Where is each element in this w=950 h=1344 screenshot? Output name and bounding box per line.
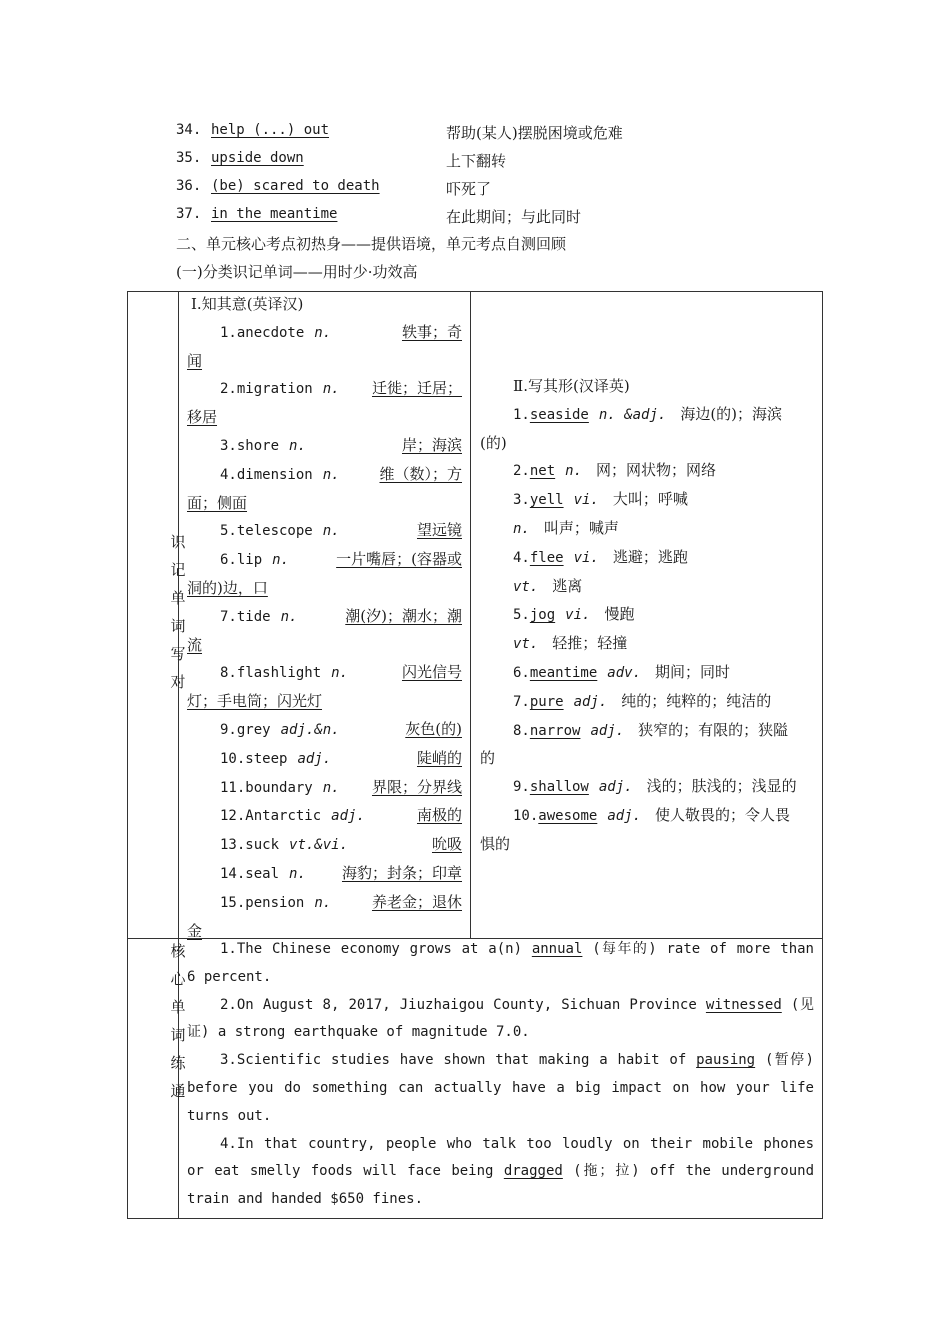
sentence-line <box>187 1131 814 1159</box>
answer-meaning: 洞的)边，口 <box>187 578 268 597</box>
part1-word-group <box>220 802 365 831</box>
phrase-english: in the meantime <box>211 206 338 222</box>
part1-word-group <box>220 831 348 860</box>
phrase-english: upside down <box>211 150 304 166</box>
part-of-speech: vi. <box>573 492 599 509</box>
answer-word: meantime <box>529 664 598 681</box>
part1-word-group <box>220 659 348 688</box>
part1-line <box>220 831 462 860</box>
part2-word-group <box>513 773 797 802</box>
part1-item <box>187 517 462 546</box>
english-word: dimension <box>236 466 313 483</box>
sentence-line: turns out. <box>187 1107 272 1124</box>
answer-meaning: 金 <box>187 921 203 940</box>
answer-meaning: 潮(汐)；潮水；潮 <box>345 606 462 625</box>
phrase-chinese: 帮助(某人)摆脱困境或危难 <box>446 124 623 142</box>
answer-meaning: 岸；海滨 <box>401 435 462 454</box>
chinese-meaning: 轻推；轻撞 <box>552 634 628 653</box>
part-of-speech: vi. <box>565 607 591 624</box>
part-of-speech: vt. <box>513 636 539 653</box>
sentence-line <box>187 992 814 1020</box>
answer-continuation <box>187 575 462 603</box>
part2-list <box>480 401 814 859</box>
label-char: 对 <box>170 673 186 691</box>
item-number: 3. <box>220 1052 237 1069</box>
part1-word-group <box>220 745 331 774</box>
chinese-meaning: 逃离 <box>552 576 583 595</box>
english-word: boundary <box>245 779 313 796</box>
phrase-number: 34. <box>176 122 202 138</box>
sentence-text: (拖；拉) off the underground <box>562 1163 814 1180</box>
part1-title: Ⅰ.知其意(英译汉) <box>191 295 304 313</box>
answer-word: annual <box>531 941 583 957</box>
part2-word-group <box>513 544 688 573</box>
answer-meaning: 面；侧面 <box>187 493 248 512</box>
part1-item <box>187 659 462 688</box>
english-word: migration <box>236 381 313 398</box>
label-char: 词 <box>170 617 186 635</box>
part-of-speech: adj. <box>573 693 608 710</box>
part-of-speech: n. <box>289 437 306 454</box>
answer-word: jog <box>529 607 556 624</box>
item-number: 9. <box>220 721 237 738</box>
answer-meaning: 灰色(的) <box>405 719 462 738</box>
extra-meaning-line <box>480 515 814 544</box>
part1-word-group <box>220 461 340 490</box>
answer-meaning: 闻 <box>187 351 203 370</box>
answer-meaning: 界限；分界线 <box>371 777 462 796</box>
label-char: 单 <box>170 589 186 607</box>
item-number: 8. <box>220 665 237 682</box>
part1-line <box>220 546 462 575</box>
part1-word-group <box>220 375 340 404</box>
vocabulary-table <box>127 291 823 1219</box>
item-number: 11. <box>220 779 246 796</box>
phrase-row <box>176 178 876 202</box>
item-number: 2. <box>220 381 237 398</box>
sentence-text: (见 <box>781 996 814 1013</box>
item-number: 12. <box>220 808 246 825</box>
phrase-english: help (...) out <box>211 122 330 138</box>
part2-word-group <box>513 659 730 688</box>
answer-meaning: 望远镜 <box>416 521 462 540</box>
item-number: 9. <box>513 779 530 796</box>
phrase-number: 36. <box>176 178 202 194</box>
part2-item <box>480 401 814 430</box>
part1-word-group <box>220 860 306 889</box>
part-of-speech: n. <box>289 865 306 882</box>
part-of-speech: adj. <box>607 807 642 824</box>
part2-item <box>480 659 814 688</box>
chinese-meaning: 慢跑 <box>604 605 635 624</box>
answer-meaning: 养老金；退休 <box>371 892 462 911</box>
sentence-line <box>187 1158 814 1186</box>
item-number: 6. <box>220 552 237 569</box>
chinese-meaning: 网；网状物；网络 <box>596 461 717 480</box>
part-of-speech: n. <box>322 779 340 796</box>
label-char: 练 <box>170 1054 186 1072</box>
chinese-meaning: 逃避；逃跑 <box>612 547 688 566</box>
part-of-speech: n. <box>272 552 290 569</box>
extra-meaning-line <box>480 573 814 602</box>
answer-meaning: 灯；手电筒；闪光灯 <box>187 692 323 711</box>
part1-item <box>187 375 462 404</box>
answer-word: yell <box>529 492 564 509</box>
part-of-speech: n. <box>513 520 530 537</box>
phrase-english: (be) scared to death <box>211 178 380 194</box>
item-number: 13. <box>220 837 246 854</box>
chinese-meaning: 狭窄的；有限的；狭隘 <box>638 720 789 739</box>
part2-word-group <box>513 601 634 630</box>
part-of-speech: vt. <box>513 578 539 595</box>
part2-item <box>480 601 814 630</box>
item-number: 4. <box>513 549 530 566</box>
sentence-text: The Chinese economy grows at a(n) <box>236 941 532 957</box>
chinese-meaning: 海边(的)；海滨 <box>680 404 783 423</box>
part2-item <box>480 457 814 486</box>
part-of-speech: n. <box>565 463 583 480</box>
item-number: 5. <box>513 607 530 624</box>
part1-item <box>187 860 462 889</box>
item-number: 10. <box>513 807 539 824</box>
part2-item <box>480 717 814 746</box>
item-number: 2. <box>513 463 530 480</box>
phrase-chinese: 在此期间；与此同时 <box>446 208 582 226</box>
sentence-line: 证) a strong earthquake of magnitude 7.0. <box>187 1024 530 1041</box>
meaning-continuation: 惧的 <box>480 834 511 853</box>
label-char: 通 <box>170 1082 186 1100</box>
part1-item <box>187 802 462 831</box>
phrase-number: 37. <box>176 206 202 222</box>
part1-line <box>220 603 462 632</box>
chinese-meaning: 期间；同时 <box>655 662 731 681</box>
answer-word: narrow <box>529 722 581 739</box>
part-of-speech: n. <box>314 324 332 341</box>
part2-word-group <box>513 486 688 515</box>
label-char: 心 <box>170 970 186 988</box>
item-number: 1. <box>220 324 237 341</box>
part1-line <box>220 774 462 803</box>
part-of-speech: n. <box>322 381 340 398</box>
part1-line <box>220 432 462 461</box>
sentence-line: 6 percent. <box>187 968 272 985</box>
part-of-speech: adj. <box>590 722 625 739</box>
answer-word: awesome <box>538 807 598 824</box>
part1-item <box>187 774 462 803</box>
part1-word-group <box>220 716 340 745</box>
chinese-meaning: 使人敬畏的；令人畏 <box>655 805 791 824</box>
item-number: 15. <box>220 894 246 911</box>
phrase-row <box>176 206 876 230</box>
english-word: lip <box>236 552 263 569</box>
label-char: 写 <box>170 645 186 663</box>
label-char: 记 <box>170 561 186 579</box>
sentence-text: In that country, people who talk too loudly on their mobile phones <box>236 1135 814 1152</box>
chinese-meaning: 大叫；呼喊 <box>612 490 688 509</box>
answer-meaning: 吮吸 <box>431 835 462 854</box>
part2-title: Ⅱ.写其形(汉译英) <box>513 377 630 395</box>
item-number: 7. <box>513 693 530 710</box>
part-of-speech: n. <box>322 466 340 483</box>
item-number: 4. <box>220 1135 237 1152</box>
part-of-speech: vt.&vi. <box>289 837 349 854</box>
part-of-speech: n. &adj. <box>598 406 667 423</box>
part2-item <box>480 802 814 831</box>
part1-line <box>220 889 462 918</box>
part1-line <box>220 802 462 831</box>
part2-item <box>480 688 814 717</box>
answer-word: shallow <box>529 779 589 796</box>
answer-continuation <box>187 490 462 518</box>
part-of-speech: n. <box>322 523 340 540</box>
sentence-line: train and handed $650 fines. <box>187 1191 424 1208</box>
english-word: flashlight <box>236 665 322 682</box>
row-label-practice <box>170 937 186 1105</box>
part-of-speech: n. <box>314 894 332 911</box>
answer-word: seaside <box>529 406 589 423</box>
item-number: 6. <box>513 664 530 681</box>
sentence-line <box>187 1047 814 1075</box>
part1-line <box>220 375 462 404</box>
part1-item <box>187 319 462 348</box>
english-word: telescope <box>236 523 313 540</box>
part1-item <box>187 889 462 918</box>
english-word: seal <box>245 865 280 882</box>
label-char: 识 <box>170 533 186 551</box>
part-of-speech: adj. <box>598 779 633 796</box>
part2-word-group <box>513 802 790 831</box>
part1-line <box>220 716 462 745</box>
english-word: tide <box>236 608 271 625</box>
part1-line <box>220 319 462 348</box>
sentence-line: before you do something can actually have a big impact on how your life <box>187 1079 814 1096</box>
section-heading: 二、单元核心考点初热身——提供语境，单元考点自测回顾 <box>176 235 567 253</box>
phrase-row <box>176 150 876 174</box>
english-word: grey <box>236 721 271 738</box>
item-number: 2. <box>220 996 237 1013</box>
answer-continuation <box>187 348 462 376</box>
part-of-speech: vi. <box>573 549 599 566</box>
answer-meaning: 海豹；封条；印章 <box>341 863 462 882</box>
part2-word-group <box>513 401 782 430</box>
part2-item <box>480 773 814 802</box>
answer-word: flee <box>529 549 564 566</box>
part2-item <box>480 544 814 573</box>
phrase-number: 35. <box>176 150 202 166</box>
part1-line <box>220 659 462 688</box>
part-of-speech: n. <box>331 665 349 682</box>
part2-word-group <box>513 457 716 486</box>
part1-word-group <box>220 603 297 632</box>
part1-word-group <box>220 546 289 575</box>
table-divider-columns <box>470 291 471 938</box>
english-word: anecdote <box>236 324 305 341</box>
answer-meaning: 一片嘴唇；(容器或 <box>336 550 462 569</box>
sentence-section <box>187 936 814 1214</box>
answer-word: witnessed <box>705 996 782 1013</box>
part-of-speech: n. <box>280 608 298 625</box>
table-border-bottom <box>127 1218 823 1219</box>
english-word: steep <box>245 750 288 767</box>
part-of-speech: adj. <box>331 808 365 825</box>
answer-word: net <box>529 463 556 480</box>
answer-continuation <box>187 688 462 716</box>
sentence-text: (暂停) <box>755 1052 814 1069</box>
part2-item <box>480 486 814 515</box>
sentence-text: Scientific studies have shown that making a habit of <box>236 1052 697 1069</box>
part-of-speech: adv. <box>607 664 642 681</box>
part1-line <box>220 745 462 774</box>
english-word: suck <box>245 837 280 854</box>
part1-item <box>187 716 462 745</box>
label-char: 核 <box>170 942 186 960</box>
extra-meaning-line <box>480 630 814 659</box>
phrase-chinese: 吓死了 <box>446 180 492 198</box>
sub-heading: (一)分类识记单词——用时少·功效高 <box>176 263 418 281</box>
item-number: 10. <box>220 750 246 767</box>
part2-section <box>480 373 814 859</box>
answer-continuation <box>187 632 462 660</box>
answer-word: dragged <box>503 1163 563 1180</box>
part-of-speech: adj. <box>297 750 332 767</box>
sentence-list <box>187 936 814 1214</box>
answer-continuation <box>187 404 462 432</box>
answer-meaning: 维（数）；方 <box>379 464 462 483</box>
part1-item <box>187 432 462 461</box>
part1-word-group <box>220 319 331 348</box>
chinese-meaning: 浅的；肤浅的；浅显的 <box>646 777 797 796</box>
label-char: 词 <box>170 1026 186 1044</box>
sentence-text: (每年的) rate of more than <box>582 941 814 957</box>
part1-word-group <box>220 889 331 918</box>
answer-meaning: 移居 <box>187 408 218 427</box>
phrase-row <box>176 122 876 146</box>
item-number: 14. <box>220 865 246 882</box>
part1-item <box>187 546 462 575</box>
part1-line <box>220 860 462 889</box>
answer-meaning: 迁徙；迁居； <box>371 379 462 398</box>
answer-word: pausing <box>696 1052 756 1069</box>
sentence-text: On August 8, 2017, Jiuzhaigou County, Sichuan Province <box>236 996 706 1013</box>
part1-item <box>187 603 462 632</box>
part1-item <box>187 831 462 860</box>
english-word: shore <box>236 437 280 454</box>
item-number: 1. <box>220 941 237 957</box>
chinese-meaning: 叫声；喊声 <box>543 518 619 537</box>
item-number: 3. <box>220 437 237 454</box>
part1-section <box>187 291 462 945</box>
answer-meaning: 流 <box>187 635 203 654</box>
phrase-chinese: 上下翻转 <box>446 152 507 170</box>
answer-meaning: 轶事；奇 <box>401 322 462 341</box>
part1-word-group <box>220 774 340 803</box>
part1-word-group <box>220 517 340 546</box>
row-label-memorize <box>170 528 186 696</box>
answer-meaning: 陡峭的 <box>416 748 462 767</box>
part1-line <box>220 461 462 490</box>
meaning-continuation: (的) <box>480 433 507 452</box>
item-number: 1. <box>513 406 530 423</box>
table-border-right <box>822 291 823 1219</box>
part1-item <box>187 461 462 490</box>
answer-word: pure <box>529 693 564 710</box>
meaning-continuation: 的 <box>480 749 496 768</box>
answer-meaning: 闪光信号 <box>401 663 462 682</box>
part1-word-group <box>220 432 306 461</box>
item-number: 3. <box>513 492 530 509</box>
item-number: 8. <box>513 722 530 739</box>
answer-meaning: 南极的 <box>416 806 462 825</box>
item-number: 5. <box>220 523 237 540</box>
english-word: pension <box>245 894 305 911</box>
table-border-left <box>127 291 128 1219</box>
part2-word-group <box>513 717 788 746</box>
part1-list <box>187 319 462 946</box>
part1-item <box>187 745 462 774</box>
english-word: Antarctic <box>245 808 322 825</box>
item-number: 4. <box>220 466 237 483</box>
part1-line <box>220 517 462 546</box>
part2-word-group <box>513 688 771 717</box>
chinese-meaning: 纯的；纯粹的；纯洁的 <box>621 691 772 710</box>
label-char: 单 <box>170 998 186 1016</box>
part-of-speech: adj.&n. <box>280 721 340 738</box>
sentence-line <box>187 936 814 964</box>
item-number: 7. <box>220 608 237 625</box>
sentence-text: or eat smelly foods will face being <box>187 1163 504 1180</box>
